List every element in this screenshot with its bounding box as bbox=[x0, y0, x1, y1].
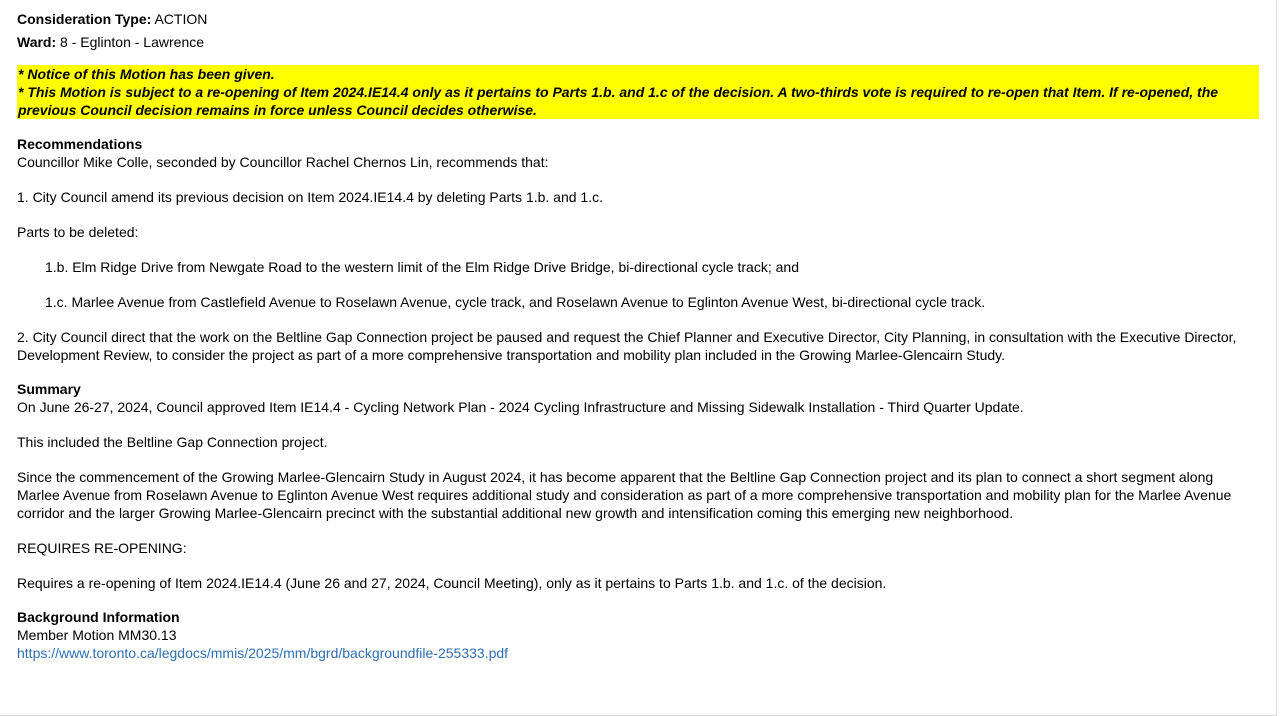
part-1c: 1.c. Marlee Avenue from Castlefield Avenue to Roselawn Avenue, cycle track, and Roselawn Avenue to Eglinton Avenue West, bi-directional cycle track. bbox=[45, 294, 986, 310]
consideration-type-line bbox=[17, 10, 1259, 28]
parts-label: Parts to be deleted: bbox=[17, 224, 139, 240]
ward-label: Ward: bbox=[17, 34, 57, 50]
consideration-type-value: ACTION bbox=[154, 11, 208, 27]
consideration-type-label: Consideration Type: bbox=[17, 11, 152, 27]
summary-paragraph-5: Requires a re-opening of Item 2024.IE14.4 (June 26 and 27, 2024, Council Meeting), only as it pertains to Parts 1.b. and 1.c. of the decision. bbox=[17, 575, 887, 591]
notice-box bbox=[17, 65, 1259, 119]
summary-paragraph-4: REQUIRES RE-OPENING: bbox=[17, 540, 187, 556]
summary-paragraph-3: Since the commencement of the Growing Marlee-Glencairn Study in August 2024, it has become apparent that the Beltline Gap Connection project and its plan to connect a short segment along Marlee Avenue from Roselawn Avenue to Eglinton Avenue West requires additional study and consideration as part of a more comprehensive transportation and mobility plan for the Marlee Avenue corridor and the larger Growing Marlee-Glencairn precinct with the substantial additional new growth and intensification coming this emerging new neighborhood. bbox=[17, 469, 1232, 521]
notice-line-1: * Notice of this Motion has been given. bbox=[18, 66, 275, 82]
recommendations-intro: Councillor Mike Colle, seconded by Councillor Rachel Chernos Lin, recommends that: bbox=[17, 154, 549, 170]
recommendation-item-1: 1. City Council amend its previous decision on Item 2024.IE14.4 by deleting Parts 1.b. and 1.c. bbox=[17, 189, 603, 205]
summary-paragraph-2: This included the Beltline Gap Connection project. bbox=[17, 434, 328, 450]
ward-line bbox=[17, 33, 1259, 51]
ward-value: 8 - Eglinton - Lawrence bbox=[60, 34, 205, 50]
background-file-link[interactable]: https://www.toronto.ca/legdocs/mmis/2025/mm/bgrd/backgroundfile-255333.pdf bbox=[17, 645, 509, 661]
recommendation-item-2: 2. City Council direct that the work on the Beltline Gap Connection project be paused and request the Chief Planner and Executive Director, City Planning, in consultation with the Executive Director, Development Review, to consider the project as part of a more comprehensive transportation and mobility plan included in the Growing Marlee-Glencairn Study. bbox=[17, 329, 1237, 363]
summary-paragraph-1: On June 26-27, 2024, Council approved Item IE14.4 - Cycling Network Plan - 2024 Cycling Infrastructure and Missing Sidewalk Installation - Third Quarter Update. bbox=[17, 399, 1024, 415]
notice-line-2: * This Motion is subject to a re-opening of Item 2024.IE14.4 only as it pertains to Parts 1.b. and 1.c of the decision. A two-thirds vote is required to re-open that Item. If re-opened, the previous Council decision remains in force unless Council decides otherwise. bbox=[18, 84, 1219, 118]
summary-title: Summary bbox=[17, 381, 81, 397]
background-title: Background Information bbox=[17, 609, 180, 625]
member-motion-label: Member Motion MM30.13 bbox=[17, 627, 177, 643]
document-content bbox=[17, 10, 1259, 662]
part-1b: 1.b. Elm Ridge Drive from Newgate Road to the western limit of the Elm Ridge Drive Bridge, bi-directional cycle track; and bbox=[45, 259, 799, 275]
recommendations-title: Recommendations bbox=[17, 136, 143, 152]
